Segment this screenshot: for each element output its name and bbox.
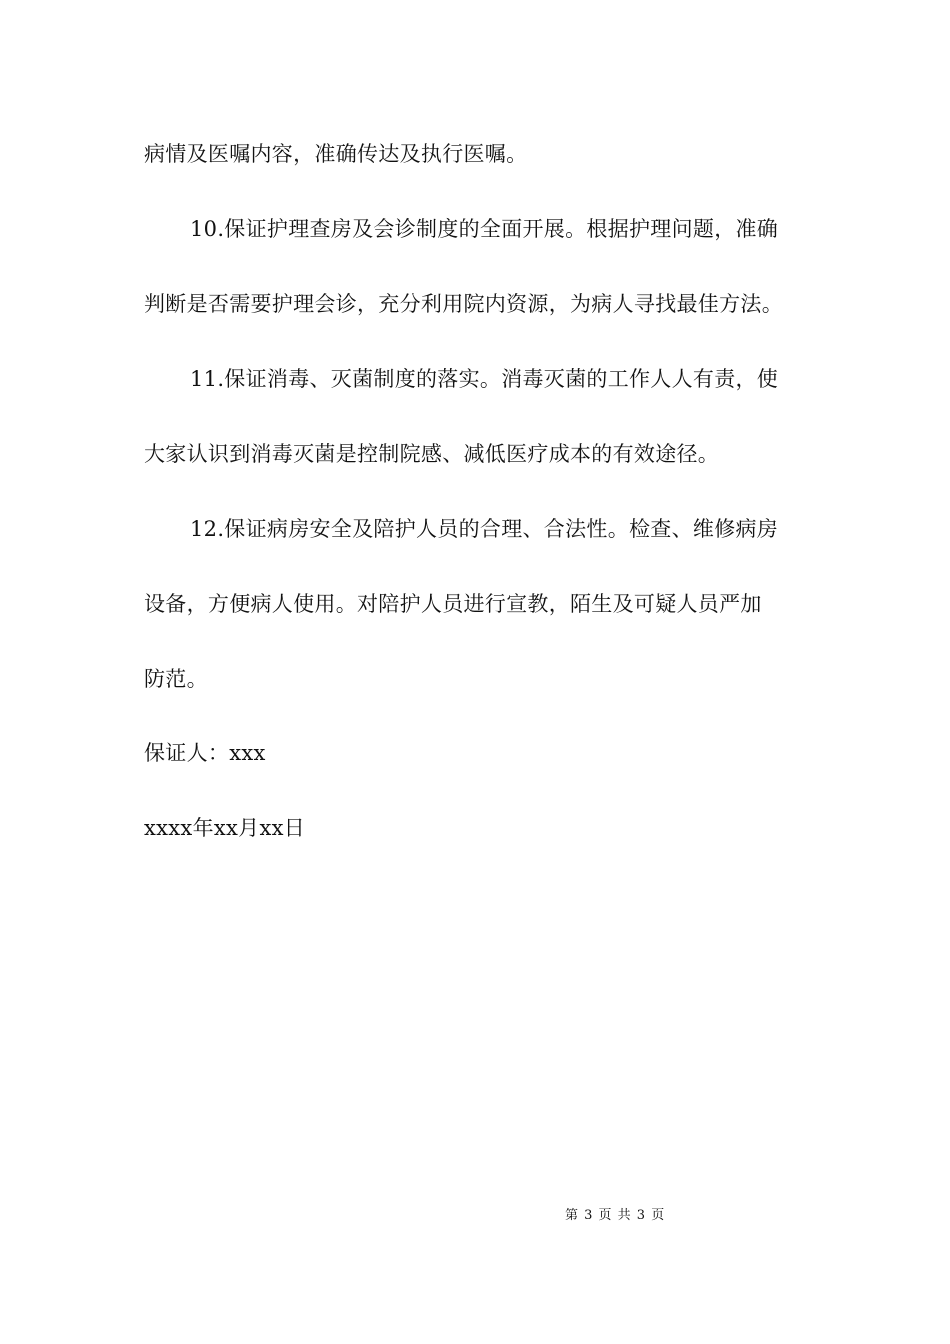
paragraph-line-1: 病情及医嘱内容，准确传达及执行医嘱。 — [144, 142, 528, 166]
paragraph-line-3: 判断是否需要护理会诊，充分利用院内资源，为病人寻找最佳方法。 — [144, 292, 783, 316]
date-line: xxxx年xx月xx日 — [144, 816, 306, 840]
paragraph-line-2: 10.保证护理查房及会诊制度的全面开展。根据护理问题，准确 — [190, 217, 779, 241]
paragraph-line-4: 11.保证消毒、灭菌制度的落实。消毒灭菌的工作人人有责，使 — [190, 367, 779, 391]
paragraph-line-7: 设备，方便病人使用。对陪护人员进行宣教，陌生及可疑人员严加 — [144, 592, 762, 616]
paragraph-line-5: 大家认识到消毒灭菌是控制院感、减低医疗成本的有效途径。 — [144, 442, 720, 466]
paragraph-line-6: 12.保证病房安全及陪护人员的合理、合法性。检查、维修病房 — [190, 517, 779, 541]
guarantor-line: 保证人：xxx — [144, 741, 266, 765]
page-number-footer: 第 3 页 共 3 页 — [565, 1208, 666, 1223]
paragraph-line-8: 防范。 — [144, 667, 208, 691]
